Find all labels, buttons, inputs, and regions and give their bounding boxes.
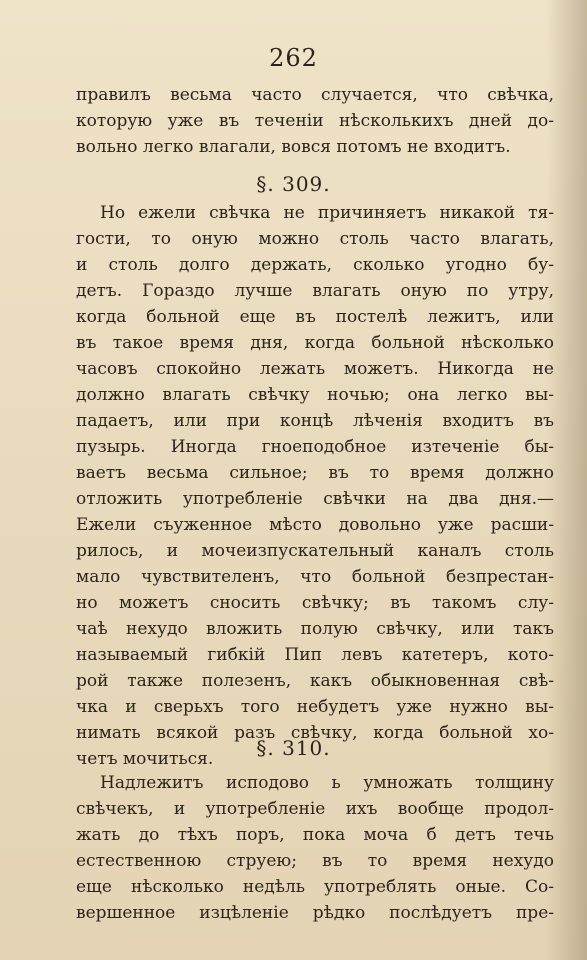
- text-line: часовъ спокойно лежать можетъ. Никогда не: [76, 359, 554, 379]
- text-line: детъ. Гораздо лучше влагать оную по утру,: [76, 281, 554, 301]
- text-line: мало чувствителенъ, что больной безпрестан-: [76, 567, 554, 587]
- text-line: нимать всякой разъ свѣчку, когда больной хо-: [76, 723, 554, 743]
- text-line: въ такое время дня, когда больной нѣсколько: [76, 333, 554, 353]
- text-line: гости, то оную можно столь часто влагать,: [76, 229, 554, 249]
- text-line: рой также полезенъ, какъ обыкновенная свѣ-: [76, 671, 554, 691]
- text-line: еще нѣсколько недѣль употреблять оные. Со-: [76, 877, 554, 897]
- page-number: 262: [269, 44, 318, 72]
- text-line: и столь долго держать, сколько угодно бу-: [76, 255, 554, 275]
- text-line: но можетъ сносить свѣчку; въ такомъ слу-: [76, 593, 554, 613]
- text-line: которую уже въ теченіи нѣсколькихъ дней до-: [76, 111, 554, 131]
- text-line: свѣчекъ, и употребленіе ихъ вообще продол-: [76, 799, 554, 819]
- text-line: чка и сверьхъ того небудетъ уже нужно вы-: [76, 697, 554, 717]
- text-line: жать до тѣхъ поръ, пока моча б детъ течь: [76, 825, 554, 845]
- text-line: Но ежели свѣчка не причиняетъ никакой тя-: [100, 203, 554, 223]
- text-line: должно влагать свѣчку ночью; она легко вы-: [76, 385, 554, 405]
- text-line: пузырь. Иногда гноеподобное изтеченіе бы-: [76, 437, 554, 457]
- paragraph-310: [76, 770, 554, 926]
- text-line: естественною струею; въ то время нехудо: [76, 851, 554, 871]
- text-line: вольно легко влагали, вовся потомъ не входитъ.: [76, 137, 511, 157]
- section-heading-309: §. 309.: [256, 172, 331, 196]
- text-line: когда больной еще въ постелѣ лежитъ, или: [76, 307, 554, 327]
- section-heading-310: §. 310.: [256, 736, 331, 760]
- text-line: Надлежитъ исподово ь умножать толщину: [100, 773, 554, 793]
- text-line: ваетъ весьма сильное; въ то время должно: [76, 463, 554, 483]
- text-line: падаетъ, или при концѣ лѣченія входитъ въ: [76, 411, 554, 431]
- text-line: четъ мочиться.: [76, 749, 214, 769]
- text-line: правилъ весьма часто случается, что свѣчка,: [76, 85, 554, 105]
- text-line: чаѣ нехудо вложить полую свѣчку, или такъ: [76, 619, 554, 639]
- text-line: рилось, и мочеизпускательный каналъ столь: [76, 541, 554, 561]
- paragraph-continuation: [76, 82, 554, 160]
- text-line: отложить употребленіе свѣчки на два дня.—: [76, 489, 554, 509]
- text-line: вершенное изцѣленіе рѣдко послѣдуетъ пре-: [76, 903, 554, 923]
- text-line: Ежели съуженное мѣсто довольно уже расши-: [76, 515, 554, 535]
- text-line: называемый гибкій Пип левъ катетеръ, кото-: [76, 645, 554, 665]
- paragraph-309: [76, 200, 554, 772]
